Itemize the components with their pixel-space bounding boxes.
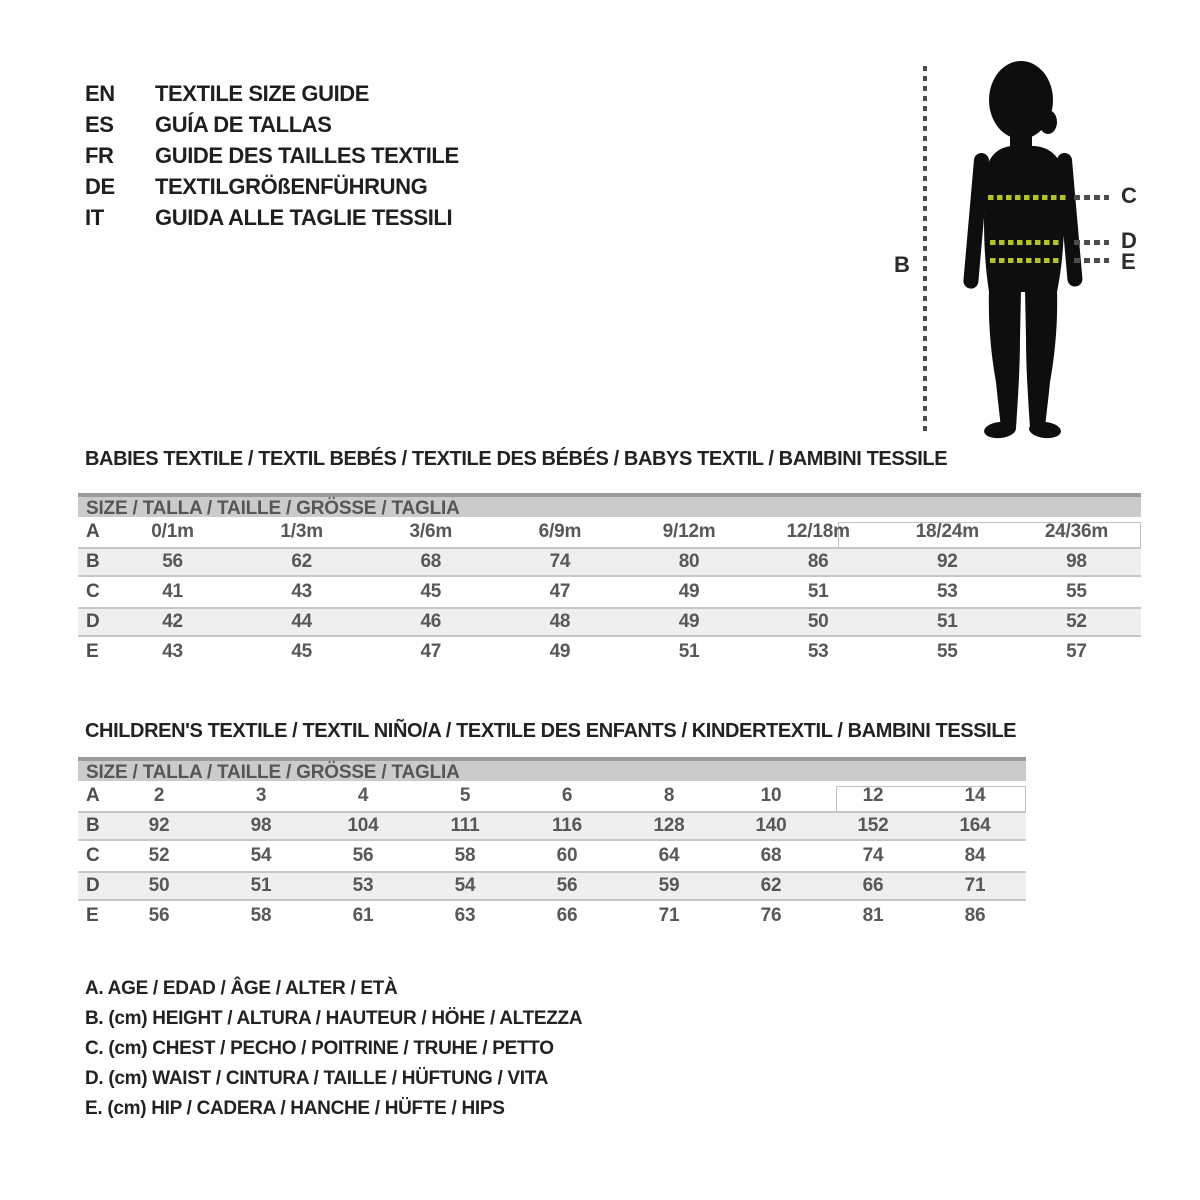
table-cell: 4 [357, 785, 369, 806]
table-cell: 52 [148, 845, 170, 866]
size-header-bar: SIZE / TALLA / TAILLE / GRÖSSE / TAGLIA [78, 757, 1026, 781]
row-label: B [86, 551, 100, 572]
table-cell: 152 [857, 815, 889, 836]
table-cell: 12/18m [786, 521, 850, 542]
table-cell: 5 [459, 785, 471, 806]
waist-dotted-line [990, 240, 1062, 245]
table-cell: 66 [862, 875, 884, 896]
table-cell: 3/6m [409, 521, 453, 542]
table-cell: 12 [862, 785, 884, 806]
table-row-c [78, 577, 1141, 607]
row-label: C [86, 845, 100, 866]
table-cell: 24/36m [1044, 521, 1109, 542]
table-cell: 61 [352, 905, 374, 926]
guide-title: GUIDA ALLE TAGLIE TESSILI [155, 204, 453, 230]
list-item [85, 140, 459, 171]
table-cell: 43 [291, 581, 313, 602]
table-cell: 49 [678, 581, 700, 602]
table-row-d [78, 607, 1141, 637]
waist-label: D [1121, 228, 1137, 253]
table-cell: 51 [678, 641, 700, 662]
table-cell: 8 [663, 785, 675, 806]
table-cell: 49 [549, 641, 571, 662]
table-cell: 46 [420, 611, 442, 632]
table-row-b [78, 547, 1141, 577]
table-cell: 18/24m [915, 521, 979, 542]
table-cell: 42 [162, 611, 183, 632]
guide-title: TEXTILE SIZE GUIDE [155, 80, 370, 106]
table-cell: 48 [549, 611, 571, 632]
row-label: E [86, 641, 99, 662]
table-row-b [78, 811, 1026, 841]
table-cell: 10 [760, 785, 782, 806]
table-cell: 41 [162, 581, 183, 602]
table-cell: 64 [658, 845, 680, 866]
table-body [78, 781, 1026, 931]
table-cell: 45 [291, 641, 313, 662]
table-cell: 60 [556, 845, 578, 866]
list-item [85, 171, 459, 202]
table-cell: 71 [658, 905, 680, 926]
table-cell: 98 [250, 815, 272, 836]
chest-dotted-line [988, 195, 1068, 200]
babies-section-heading: BABIES TEXTILE / TEXTIL BEBÉS / TEXTILE DES BÉBÉS / BABYS TEXTIL / BAMBINI TESSILE [85, 448, 948, 470]
legend-age: A. AGE / EDAD / ÂGE / ALTER / ETÀ [85, 978, 398, 999]
table-cell: 116 [551, 815, 583, 836]
table-cell: 62 [760, 875, 782, 896]
table-cell: 53 [352, 875, 374, 896]
table-row-e [78, 901, 1026, 931]
table-row-c [78, 841, 1026, 871]
height-label: B [894, 252, 910, 277]
table-cell: 45 [420, 581, 442, 602]
table-cell: 53 [807, 641, 829, 662]
list-item [85, 109, 459, 140]
table-cell: 43 [162, 641, 183, 662]
table-cell: 84 [964, 845, 986, 866]
legend-hip: E. (cm) HIP / CADERA / HANCHE / HÜFTE / HIPS [85, 1098, 505, 1119]
children-section-heading: CHILDREN'S TEXTILE / TEXTIL NIÑO/A / TEXTILE DES ENFANTS / KINDERTEXTIL / BAMBINI TESSILE [85, 720, 1017, 742]
table-cell: 0/1m [151, 521, 194, 542]
table-cell: 104 [347, 815, 379, 836]
legend-height: B. (cm) HEIGHT / ALTURA / HAUTEUR / HÖHE / ALTEZZA [85, 1008, 583, 1029]
size-header-bar: SIZE / TALLA / TAILLE / GRÖSSE / TAGLIA [78, 493, 1141, 517]
row-label: D [86, 875, 100, 896]
row-label: A [86, 785, 100, 806]
row-label: C [86, 581, 100, 602]
table-cell: 51 [936, 611, 958, 632]
table-cell: 54 [454, 875, 476, 896]
table-cell: 6/9m [538, 521, 582, 542]
table-cell: 62 [291, 551, 313, 572]
table-cell: 2 [153, 785, 165, 806]
language-code: DE [85, 173, 115, 199]
row-label: E [86, 905, 99, 926]
table-cell: 47 [420, 641, 442, 662]
child-silhouette [955, 50, 1105, 450]
hip-label: E [1121, 249, 1136, 274]
children-size-table [78, 757, 1026, 931]
table-cell: 47 [549, 581, 571, 602]
table-cell: 66 [556, 905, 578, 926]
waist-leader-line [1074, 240, 1109, 245]
chest-leader-line [1074, 195, 1109, 200]
table-cell: 44 [291, 611, 313, 632]
language-code: ES [85, 111, 114, 137]
language-code: EN [85, 80, 115, 106]
table-cell: 56 [148, 905, 170, 926]
table-row-a [78, 517, 1141, 547]
table-cell: 56 [162, 551, 183, 572]
table-cell: 128 [653, 815, 685, 836]
table-cell: 54 [250, 845, 272, 866]
table-cell: 6 [561, 785, 573, 806]
row-label: B [86, 815, 100, 836]
table-cell: 74 [549, 551, 571, 572]
legend-chest: C. (cm) CHEST / PECHO / POITRINE / TRUHE / PETTO [85, 1038, 554, 1059]
guide-title: GUÍA DE TALLAS [155, 111, 332, 137]
table-cell: 80 [678, 551, 700, 572]
table-row-a [78, 781, 1026, 811]
table-cell: 92 [148, 815, 170, 836]
table-cell: 58 [454, 845, 476, 866]
table-cell: 86 [964, 905, 986, 926]
table-cell: 63 [454, 905, 476, 926]
table-cell: 52 [1066, 611, 1087, 632]
table-cell: 50 [807, 611, 829, 632]
table-cell: 71 [964, 875, 986, 896]
row-label: D [86, 611, 100, 632]
table-cell: 98 [1066, 551, 1087, 572]
table-cell: 164 [959, 815, 991, 836]
table-row-e [78, 637, 1141, 667]
table-row-d [78, 871, 1026, 901]
table-cell: 58 [250, 905, 272, 926]
table-cell: 86 [807, 551, 829, 572]
table-cell: 56 [556, 875, 578, 896]
measurement-legend [85, 974, 582, 1124]
table-cell: 81 [862, 905, 884, 926]
table-cell: 9/12m [662, 521, 716, 542]
list-item [85, 202, 459, 233]
table-cell: 111 [450, 815, 480, 836]
table-cell: 1/3m [280, 521, 323, 542]
legend-waist: D. (cm) WAIST / CINTURA / TAILLE / HÜFTUNG / VITA [85, 1068, 549, 1089]
table-cell: 14 [964, 785, 986, 806]
row-label: A [86, 521, 100, 542]
hip-dotted-line [990, 258, 1062, 263]
table-cell: 55 [1066, 581, 1087, 602]
table-cell: 55 [936, 641, 958, 662]
table-cell: 50 [148, 875, 170, 896]
language-code: IT [85, 204, 104, 230]
table-cell: 56 [352, 845, 374, 866]
language-code: FR [85, 142, 114, 168]
list-item [85, 78, 459, 109]
language-title-list [85, 78, 459, 233]
babies-size-table [78, 493, 1141, 667]
table-cell: 59 [658, 875, 680, 896]
table-body [78, 517, 1141, 667]
guide-title: GUIDE DES TAILLES TEXTILE [155, 142, 459, 168]
height-dotted-line [923, 66, 927, 434]
hip-leader-line [1074, 258, 1109, 263]
table-cell: 51 [807, 581, 829, 602]
table-cell: 76 [760, 905, 782, 926]
table-cell: 49 [678, 611, 700, 632]
table-cell: 57 [1066, 641, 1087, 662]
table-cell: 51 [250, 875, 272, 896]
table-cell: 140 [755, 815, 787, 836]
table-cell: 92 [936, 551, 958, 572]
chest-label: C [1121, 183, 1137, 208]
guide-title: TEXTILGRÖßENFÜHRUNG [155, 173, 428, 199]
table-cell: 68 [420, 551, 442, 572]
table-cell: 74 [862, 845, 884, 866]
table-cell: 68 [760, 845, 782, 866]
table-cell: 53 [936, 581, 958, 602]
table-cell: 3 [255, 785, 267, 806]
